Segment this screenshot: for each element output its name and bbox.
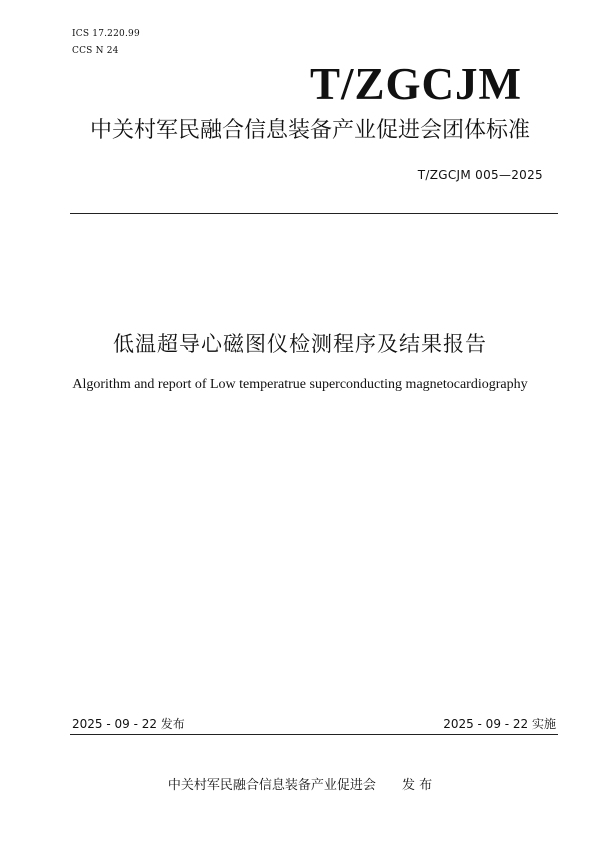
standard-logo: T/ZGCJM bbox=[309, 59, 522, 109]
header-divider bbox=[70, 213, 558, 214]
implementation-date: 2025 - 09 - 22 实施 bbox=[443, 717, 556, 731]
publisher-name: 中关村军民融合信息装备产业促进会 bbox=[167, 778, 376, 793]
publish-action: 发 布 bbox=[401, 778, 433, 793]
document-title-english: Algorithm and report of Low temperatrue superconducting magnetocardiography bbox=[72, 377, 528, 392]
standard-number: T/ZGCJM 005—2025 bbox=[417, 168, 543, 182]
document-title-chinese: 低温超导心磁图仪检测程序及结果报告 bbox=[113, 332, 487, 356]
issue-date: 2025 - 09 - 22 发布 bbox=[72, 717, 185, 731]
ics-code: ICS 17.220.99 bbox=[72, 29, 140, 39]
ccs-code: CCS N 24 bbox=[72, 46, 119, 56]
footer-divider bbox=[70, 734, 558, 735]
organization-title: 中关村军民融合信息装备产业促进会团体标准 bbox=[89, 118, 530, 143]
publisher-line bbox=[0, 774, 600, 793]
